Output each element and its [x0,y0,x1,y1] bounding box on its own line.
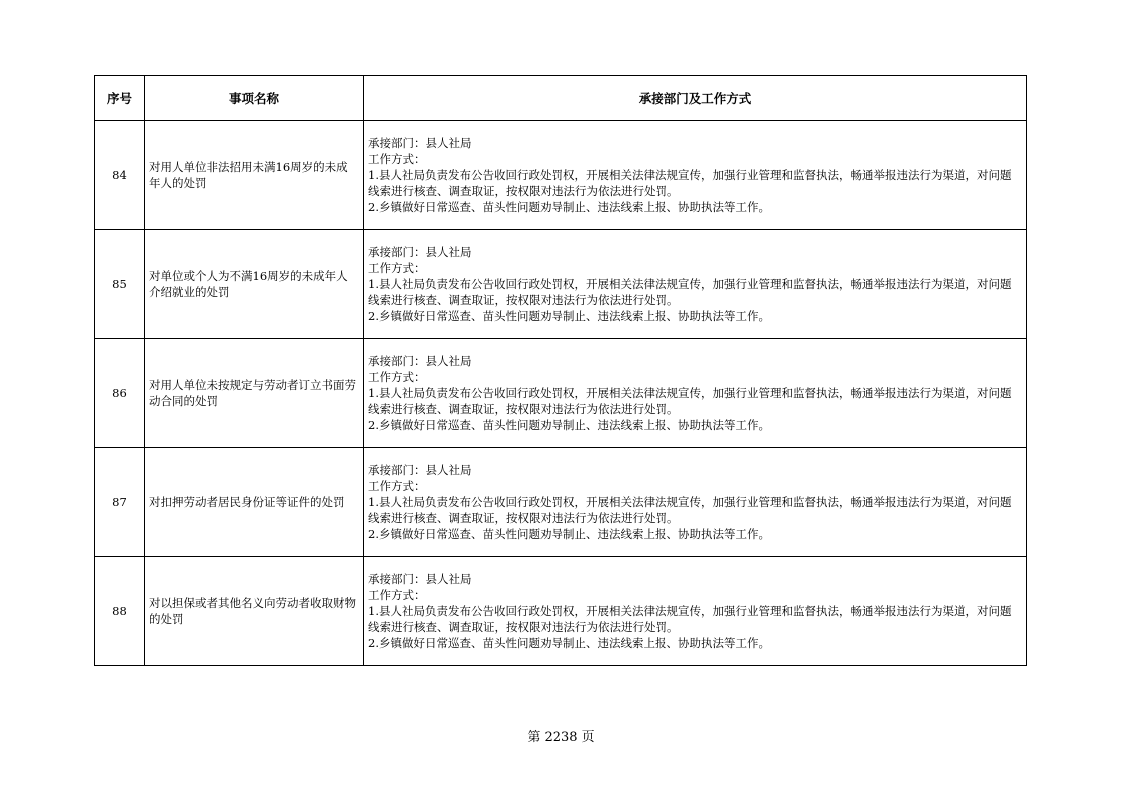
row-serial-number: 84 [95,121,145,230]
method-item-1: 1.县人社局负责发布公告收回行政处罚权，开展相关法律法规宣传，加强行业管理和监督执法，畅通举报违法行为渠道，对问题线索进行核查、调查取证，按权限对违法行为依法进行处罚。 [368,277,1012,307]
method-item-2: 2.乡镇做好日常巡查、苗头性问题劝导制止、违法线索上报、协助执法等工作。 [368,636,770,650]
row-item-name: 对扣押劳动者居民身份证等证件的处罚 [145,448,364,557]
method-item-2: 2.乡镇做好日常巡查、苗头性问题劝导制止、违法线索上报、协助执法等工作。 [368,418,770,432]
table-row [95,339,1027,448]
dept-line: 承接部门：县人社局 [368,245,472,259]
dept-line: 承接部门：县人社局 [368,354,472,368]
header-serial-number: 序号 [95,76,145,121]
row-item-name: 对单位或个人为不满16周岁的未成年人介绍就业的处罚 [145,230,364,339]
row-serial-number: 87 [95,448,145,557]
row-department-method [364,339,1027,448]
method-item-1: 1.县人社局负责发布公告收回行政处罚权，开展相关法律法规宣传，加强行业管理和监督执法，畅通举报违法行为渠道，对问题线索进行核查、调查取证，按权限对违法行为依法进行处罚。 [368,604,1012,634]
table-row [95,230,1027,339]
method-label: 工作方式： [368,261,426,275]
row-serial-number: 85 [95,230,145,339]
table-row [95,121,1027,230]
page-number: 第 2238 页 [527,730,595,745]
method-label: 工作方式： [368,370,426,384]
method-item-2: 2.乡镇做好日常巡查、苗头性问题劝导制止、违法线索上报、协助执法等工作。 [368,309,770,323]
dept-line: 承接部门：县人社局 [368,136,472,150]
row-item-name: 对以担保或者其他名义向劳动者收取财物的处罚 [145,557,364,666]
row-department-method [364,121,1027,230]
header-item-name: 事项名称 [145,76,364,121]
method-item-1: 1.县人社局负责发布公告收回行政处罚权，开展相关法律法规宣传，加强行业管理和监督执法，畅通举报违法行为渠道，对问题线索进行核查、调查取证，按权限对违法行为依法进行处罚。 [368,495,1012,525]
row-item-name: 对用人单位未按规定与劳动者订立书面劳动合同的处罚 [145,339,364,448]
dept-line: 承接部门：县人社局 [368,572,472,586]
dept-line: 承接部门：县人社局 [368,463,472,477]
header-department-method: 承接部门及工作方式 [364,76,1027,121]
items-table [94,75,1027,666]
method-item-1: 1.县人社局负责发布公告收回行政处罚权，开展相关法律法规宣传，加强行业管理和监督执法，畅通举报违法行为渠道，对问题线索进行核查、调查取证，按权限对违法行为依法进行处罚。 [368,168,1012,198]
method-item-2: 2.乡镇做好日常巡查、苗头性问题劝导制止、违法线索上报、协助执法等工作。 [368,200,770,214]
row-item-name: 对用人单位非法招用未满16周岁的未成年人的处罚 [145,121,364,230]
row-serial-number: 88 [95,557,145,666]
row-department-method [364,448,1027,557]
method-label: 工作方式： [368,588,426,602]
row-serial-number: 86 [95,339,145,448]
method-item-1: 1.县人社局负责发布公告收回行政处罚权，开展相关法律法规宣传，加强行业管理和监督执法，畅通举报违法行为渠道，对问题线索进行核查、调查取证，按权限对违法行为依法进行处罚。 [368,386,1012,416]
method-label: 工作方式： [368,479,426,493]
table-row [95,448,1027,557]
method-item-2: 2.乡镇做好日常巡查、苗头性问题劝导制止、违法线索上报、协助执法等工作。 [368,527,770,541]
table-row [95,557,1027,666]
row-department-method [364,230,1027,339]
row-department-method [364,557,1027,666]
table-header-row [95,76,1027,121]
method-label: 工作方式： [368,152,426,166]
